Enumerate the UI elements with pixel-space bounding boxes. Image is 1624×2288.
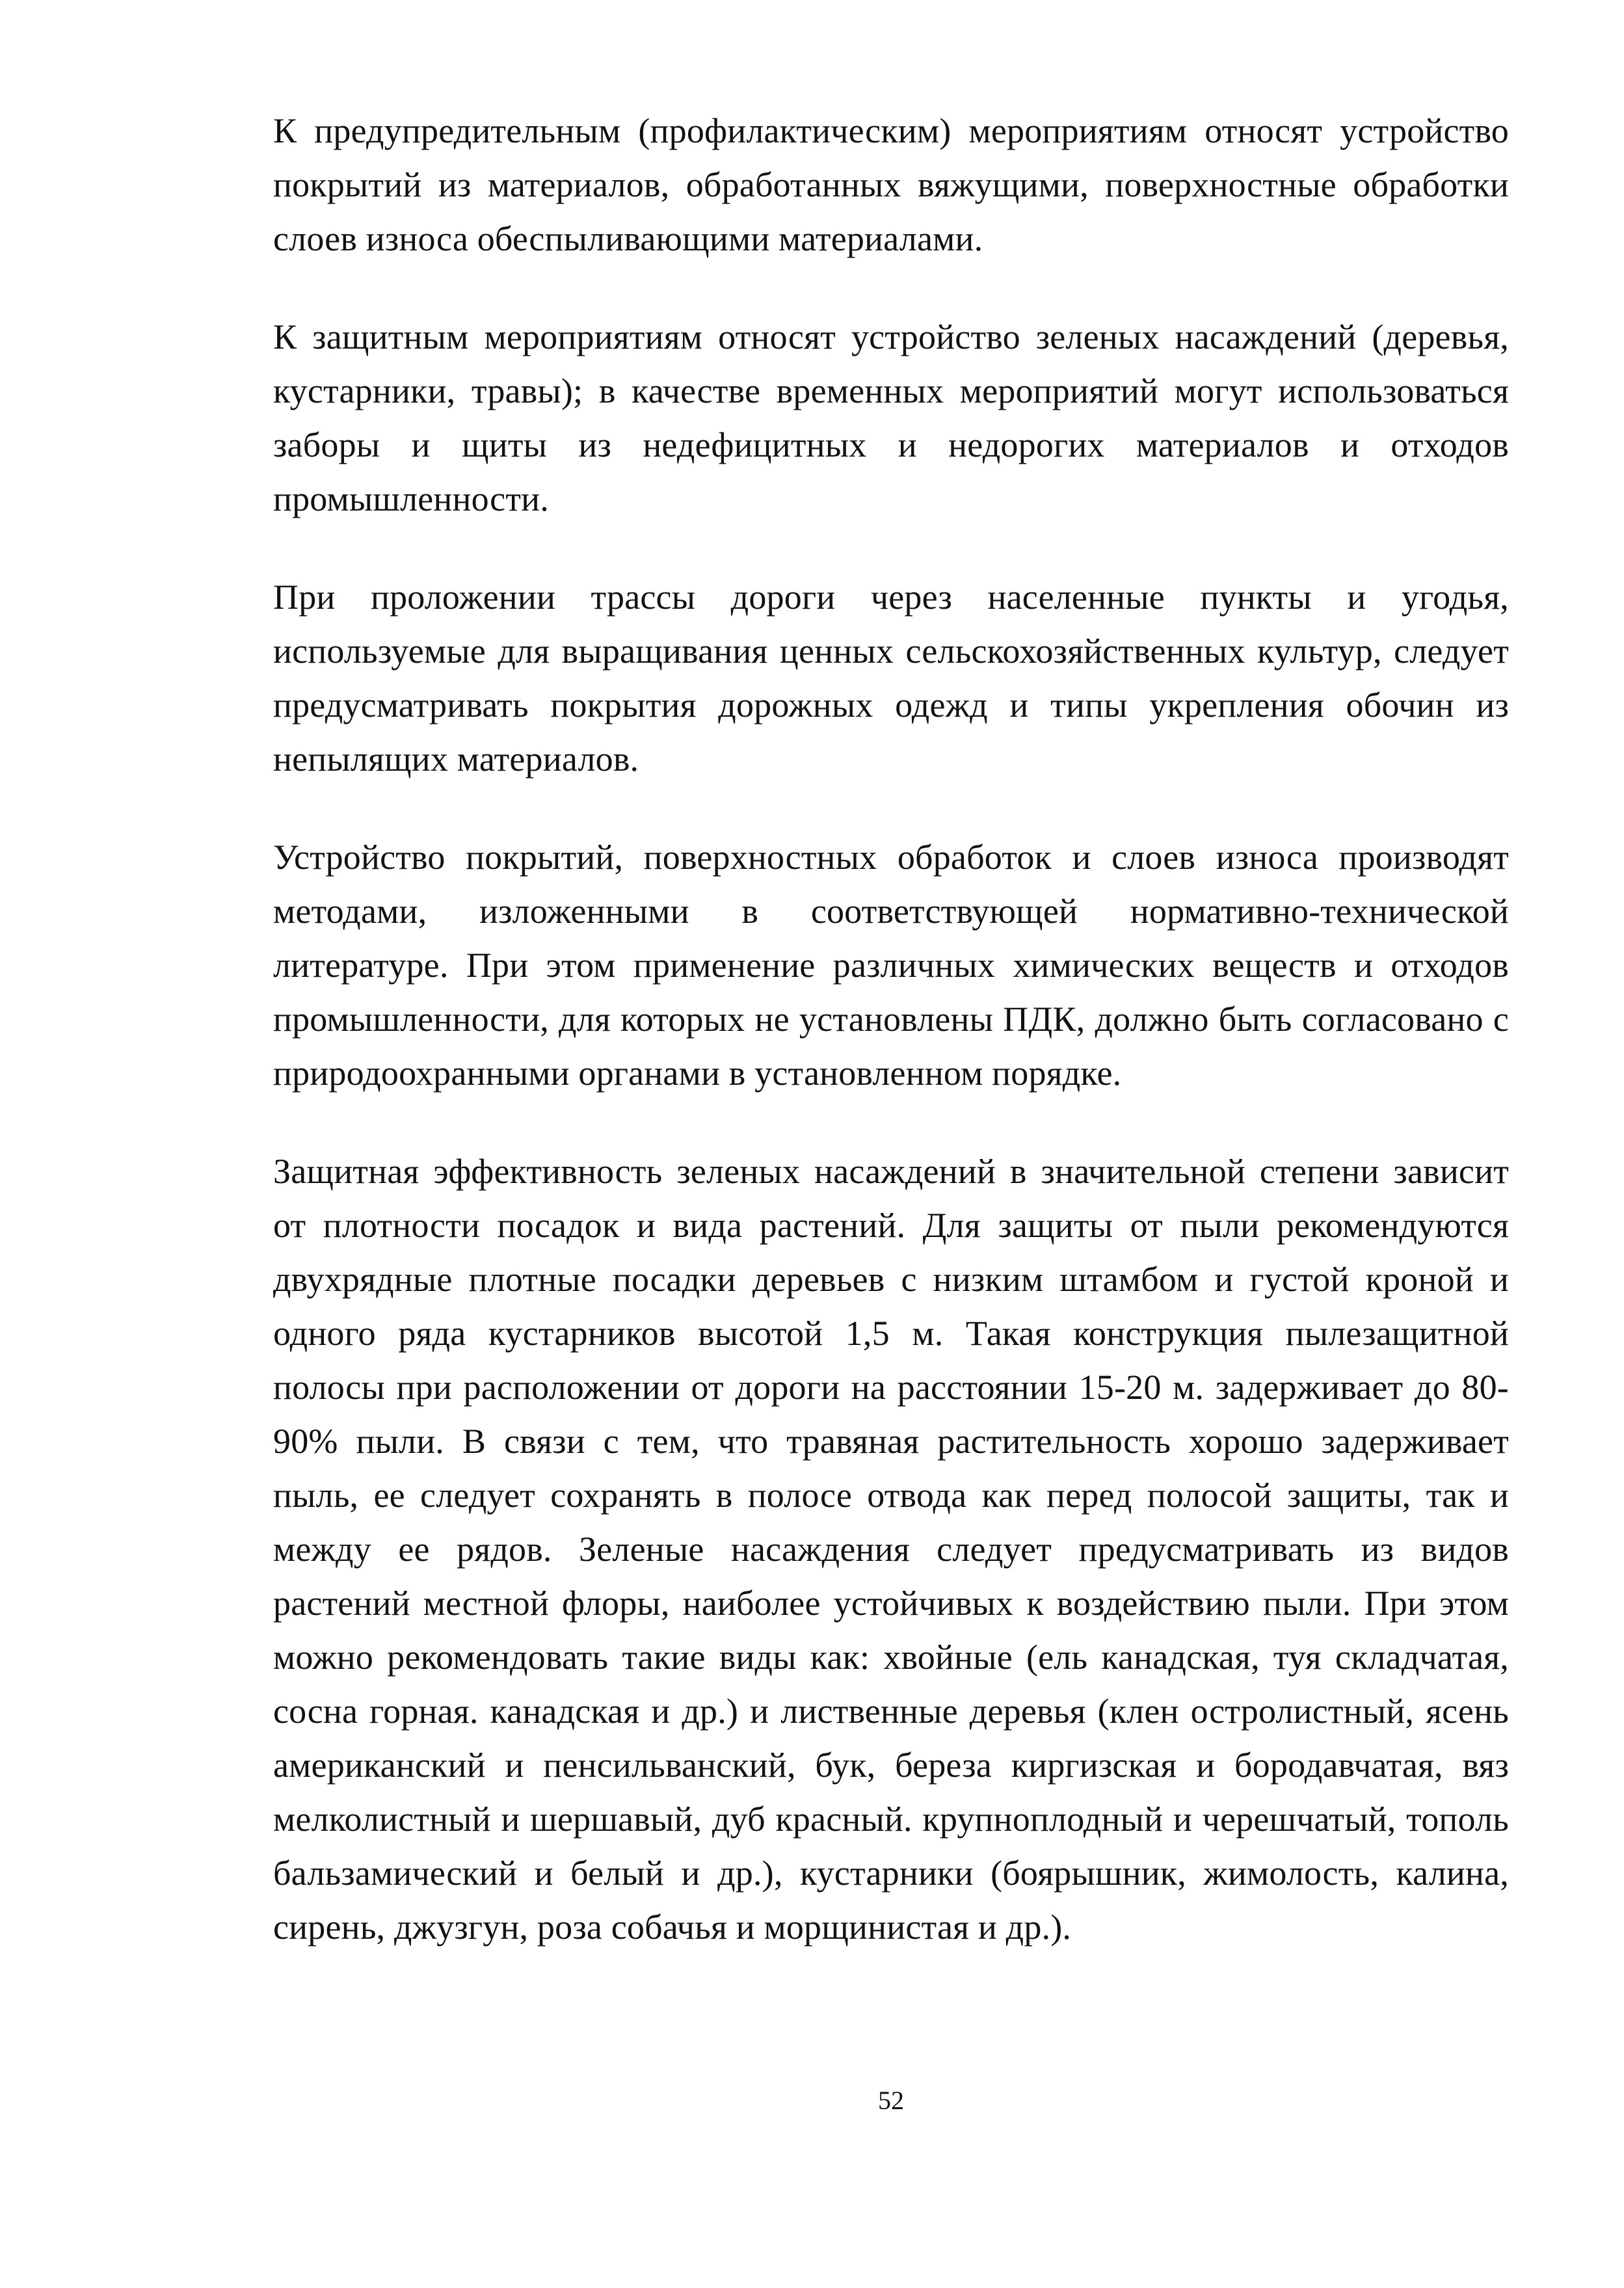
paragraph-preventive-measures: К предупредительным (профилактическим) мероприятиям относят устройство покрытий из материалов, обработанных вяжущими, поверхностные обработки слоев износа обеспыливающими материалами. — [273, 111, 1509, 258]
paragraph-coating-methods: Устройство покрытий, поверхностных обработок и слоев износа производят методами, изложенными в соответствующей нормативно-технической литературе. При этом применение различных химических веществ и отходов промышленности, для которых не установлены ПДК, должно быть согласовано с природоохранными органами в установленном порядке. — [273, 838, 1509, 1093]
page-number: 52 — [878, 2086, 904, 2115]
paragraph-protective-measures: К защитным мероприятиям относят устройство зеленых насаждений (деревья, кустарники, травы); в качестве временных мероприятий могут использоваться заборы и щиты из недефицитных и недорогих материалов и отходов промышленности. — [273, 317, 1509, 518]
document-body — [273, 104, 1509, 1999]
paragraph-green-planting-efficiency: Защитная эффективность зеленых насаждений в значительной степени зависит от плотности посадок и вида растений. Для защиты от пыли рекомендуются двухрядные плотные посадки деревьев с низким штамбом и густой кроной и одного ряда кустарников высотой 1,5 м. Такая конструкция пылезащитной полосы при расположении от дороги на расстоянии 15-20 м. задерживает до 80-90% пыли. В связи с тем, что травяная растительность хорошо задерживает пыль, ее следует сохранять в полосе отвода как перед полосой защиты, так и между ее рядов. Зеленые насаждения следует предусматривать из видов растений местной флоры, наиболее устойчивых к воздействию пыли. При этом можно рекомендовать такие виды как: хвойные (ель канадская, туя складчатая, сосна горная. канадская и др.) и лиственные деревья (клен остролистный, ясень американский и пенсильванский, бук, береза киргизская и бородавчатая, вяз мелколистный и шершавый, дуб красный. крупноплодный и черешчатый, тополь бальзамический и белый и др.), кустарники (боярышник, жимолость, калина, сирень, джузгун, роза собачья и морщинистая и др.). — [273, 1152, 1509, 1947]
paragraph-route-laying: При проложении трассы дороги через населенные пункты и угодья, используемые для выращивания ценных сельскохозяйственных культур, следует предусматривать покрытия дорожных одежд и типы укрепления обочин из непылящих материалов. — [273, 578, 1509, 778]
